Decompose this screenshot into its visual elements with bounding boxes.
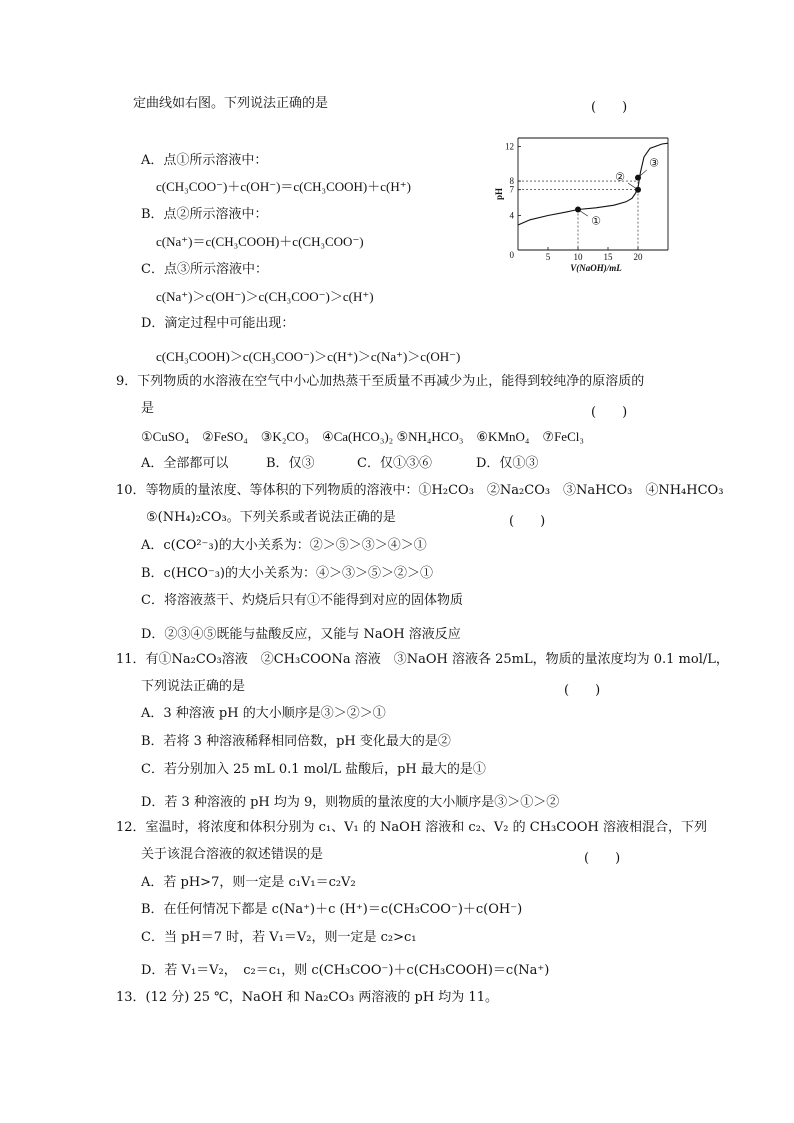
q10-stem-line2: ⑤(NH₄)₂CO₃。下列关系或者说法正确的是 — [146, 510, 396, 525]
q10-option-b: B．c(HCO⁻₃)的大小关系为：④＞③＞⑤＞②＞① — [141, 566, 433, 581]
q8-answer-paren[interactable]: ( ) — [591, 100, 628, 115]
titration-chart — [488, 130, 678, 280]
titration-curve — [518, 143, 668, 225]
q8-option-c-label: C．点③所示溶液中： — [141, 262, 268, 277]
q12-option-c: C．当 pH＝7 时，若 V₁＝V₂，则一定是 c₂>c₁ — [141, 930, 417, 945]
point-1-leader — [578, 210, 588, 217]
q10-answer-paren[interactable]: ( ) — [509, 514, 546, 529]
point-3-leader — [638, 170, 647, 178]
q10-option-d: D．②③④⑤既能与盐酸反应，又能与 NaOH 溶液反应 — [141, 627, 461, 642]
point-2-leader — [628, 183, 638, 190]
q9-option-d: D．仅①③ — [476, 456, 539, 471]
q12-option-d: D．若 V₁＝V₂， c₂＝c₁，则 c(CH₃COO⁻)＋c(CH₃COOH)＝c(Na⁺) — [141, 963, 550, 978]
x-tick-label: 15 — [603, 252, 613, 262]
q11-stem-line1: 11．有①Na₂CO₃溶液 ②CH₃COONa 溶液 ③NaOH 溶液各 25mL，物质的量浓度均为 0.1 mol/L， — [116, 652, 729, 667]
q12-stem-line1: 12．室温时，将浓度和体积分别为 c₁、V₁ 的 NaOH 溶液和 c₂、V₂ 的 CH₃COOH 溶液相混合，下列 — [116, 820, 707, 835]
q8-option-b-equation: c(Na⁺)＝c(CH₃COOH)＋c(CH₃COO⁻) — [156, 234, 364, 249]
q10-option-c: C．将溶液蒸干、灼烧后只有①不能得到对应的固体物质 — [141, 593, 463, 608]
q9-option-c: C．仅①③⑥ — [357, 456, 432, 471]
q9-option-b: B．仅③ — [266, 456, 315, 471]
x-tick-label: 20 — [633, 252, 643, 262]
q11-option-d: D．若 3 种溶液的 pH 均为 9，则物质的量浓度的大小顺序是③＞①＞② — [141, 795, 560, 810]
chart-x-label: V(NaOH)/mL — [570, 263, 622, 273]
point-1-label: ① — [591, 215, 601, 228]
q10-option-a: A．c(CO²⁻₃)的大小关系为：②＞⑤＞③＞④＞① — [141, 538, 427, 553]
q9-answer-paren[interactable]: ( ) — [591, 405, 628, 420]
y-tick-label: 12 — [505, 141, 514, 152]
q12-option-b: B．在任何情况下都是 c(Na⁺)＋c (H⁺)＝c(CH₃COO⁻)＋c(OH⁻) — [141, 902, 523, 917]
q11-option-a: A．3 种溶液 pH 的大小顺序是③＞②＞① — [141, 706, 386, 721]
q8-option-b-label: B．点②所示溶液中： — [141, 207, 268, 222]
q11-answer-paren[interactable]: ( ) — [564, 683, 601, 698]
q11-option-c: C．若分别加入 25 mL 0.1 mol/L 盐酸后，pH 最大的是① — [141, 762, 486, 777]
q12-stem-line2: 关于该混合溶液的叙述错误的是 — [141, 847, 324, 862]
chart-y-label: pH — [494, 187, 504, 201]
point-3-label: ③ — [649, 157, 659, 170]
q9-items: ①CuSO₄ ②FeSO₄ ③K₂CO₃ ④Ca(HCO₃)₂ ⑤NH₄HCO₃ ⑥KMnO₄ ⑦FeCl₃ — [141, 429, 584, 444]
point-2-label: ② — [615, 171, 625, 184]
y-tick-label: 4 — [509, 210, 514, 221]
q8-option-a-equation: c(CH₃COO⁻)＋c(OH⁻)＝c(CH₃COOH)＋c(H⁺) — [156, 179, 411, 194]
q13-stem: 13．(12 分) 25 ℃，NaOH 和 Na₂CO₃ 两溶液的 pH 均为 11。 — [116, 990, 498, 1005]
q8-stem: 定曲线如右图。下列说法正确的是 — [133, 96, 329, 111]
q10-stem-line1: 10．等物质的量浓度、等体积的下列物质的溶液中：①H₂CO₃ ②Na₂CO₃ ③NaHCO₃ ④NH₄HCO₃ — [116, 483, 724, 498]
q8-option-c-equation: c(Na⁺)＞c(OH⁻)＞c(CH₃COO⁻)＞c(H⁺) — [156, 289, 374, 304]
q8-option-a-label: A．点①所示溶液中： — [141, 153, 268, 168]
x-tick-label: 10 — [573, 252, 583, 262]
q9-option-a: A．全部都可以 — [141, 456, 229, 471]
q12-answer-paren[interactable]: ( ) — [584, 851, 621, 866]
y-tick-label: 8 — [509, 176, 514, 187]
q8-option-d-label: D．滴定过程中可能出现： — [141, 316, 295, 331]
q8-option-d-equation: c(CH₃COOH)＞c(CH₃COO⁻)＞c(H⁺)＞c(Na⁺)＞c(OH⁻) — [156, 349, 461, 364]
x-tick-label: 5 — [545, 252, 551, 262]
q12-option-a: A．若 pH>7，则一定是 c₁V₁＝c₂V₂ — [141, 875, 356, 890]
y-tick-label: 7 — [509, 184, 514, 195]
q11-stem-line2: 下列说法正确的是 — [141, 679, 246, 694]
q11-option-b: B．若将 3 种溶液稀释相同倍数，pH 变化最大的是② — [141, 734, 451, 749]
q9-stem-line1: 9．下列物质的水溶液在空气中小心加热蒸干至质量不再减少为止，能得到较纯净的原溶质的 — [116, 374, 645, 389]
q9-stem-line2: 是 — [141, 401, 155, 416]
chart-origin-label: 0 — [509, 250, 514, 260]
